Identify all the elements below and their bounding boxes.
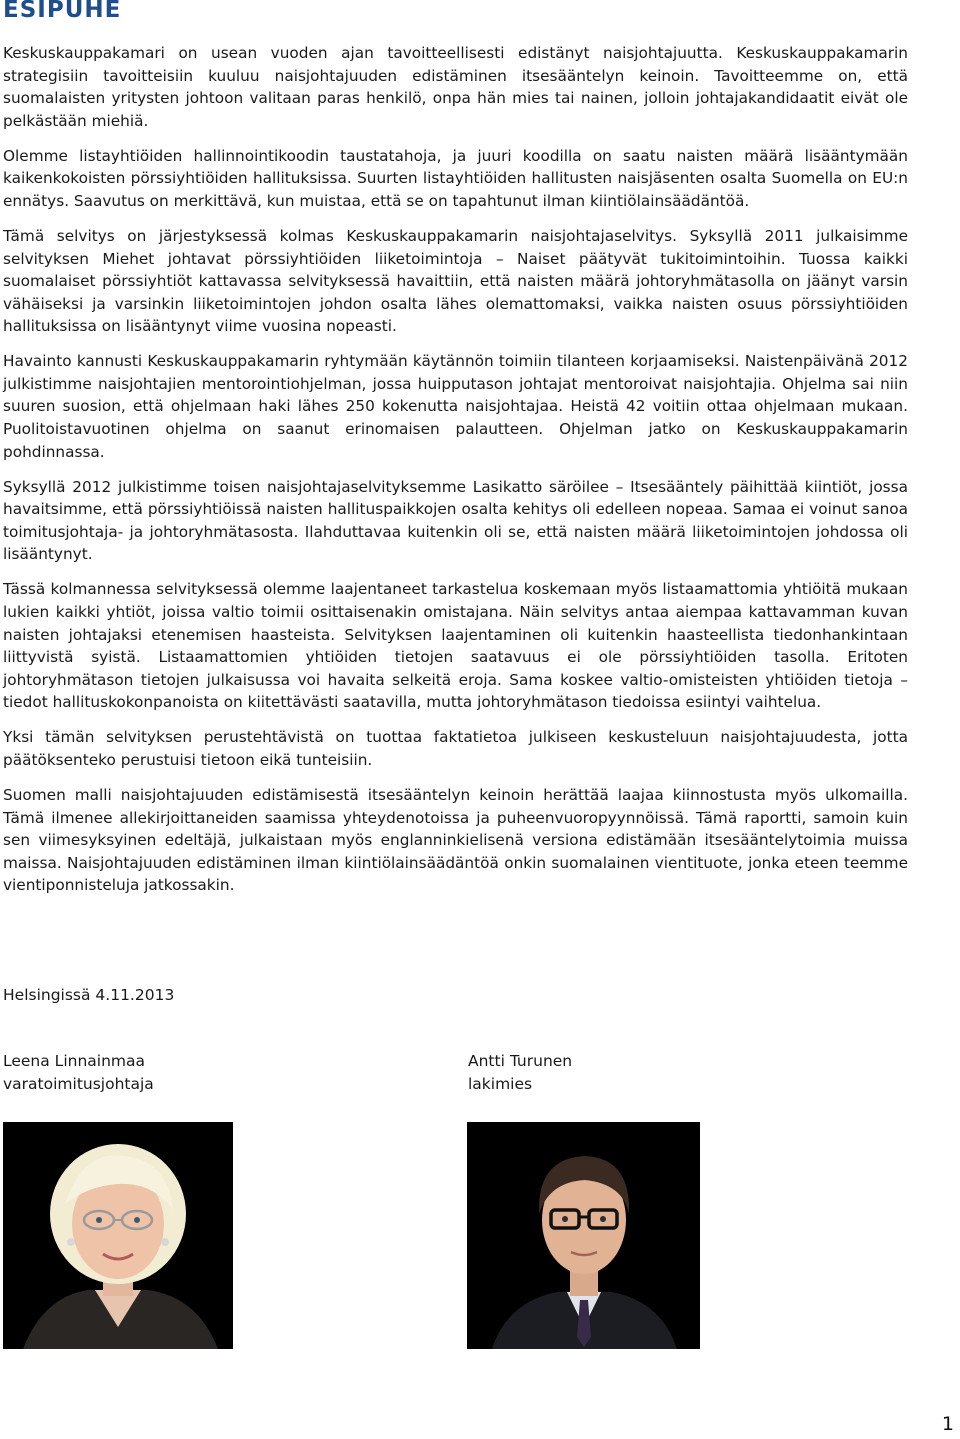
portrait-photo-left — [3, 1122, 233, 1349]
place-and-date: Helsingissä 4.11.2013 — [3, 986, 175, 1004]
paragraph: Tämä selvitys on järjestyksessä kolmas Keskuskauppakamarin naisjohtajaselvitys. Syksyllä 2011 julkaisimme selvityksen Miehet johtavat pörssiyhtiöiden liiketoimintoja – Naiset päätyvät tukitoimintoihin. Tuossa kaikki suomalaiset pörssiyhtiöt kattavassa selvityksessä havaittiin, että naisten määrä johtoryhmätasolla on jäänyt varsin vähäiseksi ja varsinkin liiketoimintojen johdon osalta lähes olemattomaksi, vaikka naisten osuus pörssiyhtiöiden hallituksissa on lisääntynyt viime vuosina nopeasti. — [3, 226, 908, 336]
paragraph: Tässä kolmannessa selvityksessä olemme laajentaneet tarkastelua koskemaan myös listaamattomia yhtiöitä mukaan lukien kaikki yhtiöt, joissa valtio toimii osittaisenakin omistajana. Näin selvitys antaa aiempaa kattavamman kuvan naisten johtajaksi etenemisen haasteista. Selvityksen laajentaminen oli kuitenkin haasteellista tiedonhankintaan liittyvistä syistä. Listaamattomien yhtiöiden tietojen saatavuus ei ole pörssiyhtiöiden tasolla. Eritoten johtoryhmätason tietojen julkaisussa voi havaita selkeitä eroja. Sama koskee valtio-omisteisten yhtiöiden tietoja – tiedot hallituskokonpanoista on kiitettävästi saatavilla, mutta johtoryhmätason tiedoissa esiintyi vaihtelua. — [3, 580, 908, 712]
page-heading: ESIPUHE — [3, 0, 122, 23]
paragraph: Yksi tämän selvityksen perustehtävistä on tuottaa faktatietoa julkiseen keskusteluun naisjohtajuudesta, jotta päätöksenteko perustuisi tietoon eikä tunteisiin. — [3, 728, 908, 769]
signatory-name: Antti Turunen — [468, 1052, 573, 1070]
paragraph: Syksyllä 2012 julkistimme toisen naisjohtajaselvityksemme Lasikatto säröilee – Itsesääntely päihittää kiintiöt, jossa havaitsimme, että pörssiyhtiöissä naisten hallituspaikkojen osalta kehitys oli edelleen nopeaa. Samaa ei voinut sanoa toimitusjohtaja- ja johtoryhmätasosta. Ilahduttavaa kuitenkin oli se, että naisten määrä liiketoimintojen johdossa oli lisääntynyt. — [3, 477, 908, 564]
paragraph: Suomen malli naisjohtajuuden edistämisestä itsesääntelyn keinoin herättää laajaa kiinnostusta myös ulkomailla. Tämä ilmenee allekirjoittaneiden saamissa yhteydenotoissa ja puheenvuoropyynnöissä. Tämä raportti, samoin kuin sen viimesyksyinen edeltäjä, julkaistaan myös englanninkielisenä versiona edistämään itsesääntelytoimia muissa maissa. Naisjohtajuuden edistäminen ilman kiintiölainsäädäntöä onkin suomalainen vientituote, jonka eteen teemme vientiponnisteluja jatkossakin. — [3, 785, 908, 895]
paragraph: Havainto kannusti Keskuskauppakamarin ryhtymään käytännön toimiin tilanteen korjaamiseksi. Naistenpäivänä 2012 julkistimme naisjohtajien mentorointiohjelman, jossa huipputason johtajat mentoroivat naisjohtajia. Ohjelma sai niin suuren suosion, että ohjelmaan haki lähes 250 kokenutta naisjohtajaa. Heistä 42 voitiin ottaa ohjelmaan mukaan. Puolitoistavuotinen ohjelma on saanut erinomaisen palautteen. Ohjelman jatko on Keskuskauppakamarin pohdinnassa. — [3, 352, 908, 461]
page-number: 1 — [941, 1413, 954, 1435]
portrait-man-icon — [467, 1122, 700, 1349]
portrait-woman-icon — [3, 1122, 233, 1349]
signature-block-right — [468, 1050, 572, 1095]
signatory-name: Leena Linnainmaa — [3, 1052, 145, 1070]
signatory-title: lakimies — [468, 1074, 533, 1093]
signatory-title: varatoimitusjohtaja — [3, 1074, 154, 1093]
signature-block-left — [3, 1050, 154, 1095]
portrait-photo-right — [467, 1122, 700, 1349]
paragraph: Olemme listayhtiöiden hallinnointikoodin taustatahoja, ja juuri koodilla on saatu naisten määrä lisääntymään kaikenkokoisten pörssiyhtiöiden hallituksissa. Suurten listayhtiöiden hallitusten naisjäsenten osalta Suomella on EU:n ennätys. Saavutus on merkittävä, kun muistaa, että se on tapahtunut ilman kiintiölainsäädäntöä. — [3, 146, 908, 210]
paragraph: Keskuskauppakamari on usean vuoden ajan tavoitteellisesti edistänyt naisjohtajuutta. Keskuskauppakamarin strategisiin tavoitteisiin kuuluu naisjohtajuuden edistäminen itsesääntelyn keinoin. Tavoitteemme on, että suomalaisten yritysten johtoon valitaan paras henkilö, onpa hän mies tai nainen, jolloin johtajakandidaatit eivät ole pelkästään miehiä. — [3, 44, 908, 130]
body-text — [3, 42, 908, 909]
